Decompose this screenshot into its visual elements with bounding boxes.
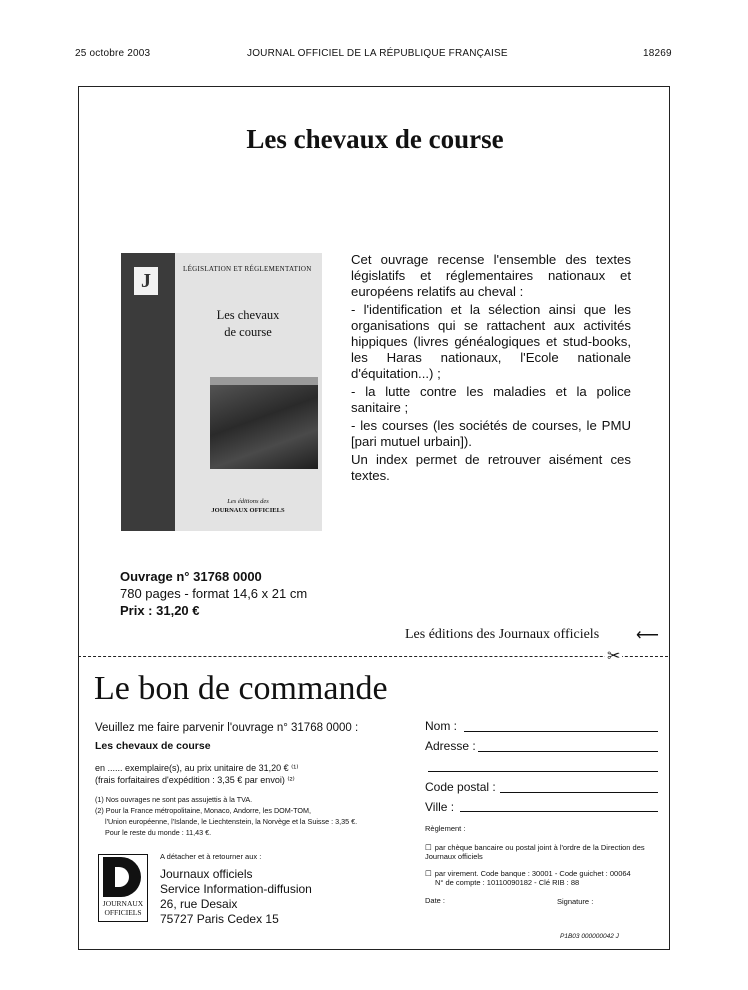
description-item: - l'identification et la sélection ainsi que les organisations qui se rattachent aux activités hippiques (livres généalogiques et stud-books, les Haras nationaux, l'Ecole nationale d'équitation...) ;	[351, 302, 631, 381]
virement-text: par virement. Code banque : 30001 - Code guichet : 00064	[434, 869, 631, 878]
ouvrage-number: Ouvrage n° 31768 0000	[120, 569, 262, 584]
cover-spine	[121, 253, 175, 531]
ouvrage-format: 780 pages - format 14,6 x 21 cm	[120, 586, 308, 601]
payment-option-virement[interactable]	[425, 869, 650, 887]
cover-publisher-line2: JOURNAUX OFFICIELS	[211, 507, 285, 514]
date-label: Date :	[425, 896, 446, 905]
nom-label: Nom :	[425, 719, 458, 733]
adresse-field-line2[interactable]	[428, 771, 658, 772]
cover-title-line1: Les chevaux	[216, 308, 280, 322]
cover-publisher	[183, 497, 313, 515]
payment-option-cheque[interactable]	[425, 843, 645, 861]
journaux-officiels-logo	[98, 854, 148, 922]
order-details	[95, 722, 415, 838]
signature-label: Signature :	[557, 897, 594, 906]
cover-photo	[210, 377, 318, 469]
book-description	[351, 252, 631, 486]
header-journal-title: JOURNAL OFFICIEL DE LA RÉPUBLIQUE FRANÇAISE	[247, 48, 508, 59]
ouvrage-price: Prix : 31,20 €	[120, 603, 200, 618]
scissors-icon: ✂	[607, 648, 621, 665]
order-intro: Veuillez me faire parvenir l'ouvrage n° 31768 0000 :	[95, 722, 359, 734]
cover-title-line2: de course	[224, 325, 272, 339]
description-index: Un index permet de retrouver aisément ces textes.	[351, 452, 631, 483]
checkbox-icon[interactable]: ☐	[425, 869, 432, 878]
order-shipping-line: (frais forfaitaires d'expédition : 3,35 € par envoi) ⁽²⁾	[95, 775, 295, 785]
ville-field[interactable]	[460, 811, 658, 812]
header-page-number: 18269	[643, 48, 672, 59]
logo-text-2: OFFICIELS	[104, 908, 142, 917]
cover-top-line: LÉGISLATION ET RÉGLEMENTATION	[183, 265, 312, 273]
address-line: 75727 Paris Cedex 15	[160, 912, 279, 926]
address-line: 26, rue Desaix	[160, 897, 238, 911]
cut-line	[78, 656, 668, 657]
adresse-label: Adresse :	[425, 739, 476, 753]
order-book-title: Les chevaux de course	[95, 740, 211, 752]
order-quantity-line[interactable]: en ...... exemplaire(s), au prix unitaire de 31,20 € ⁽¹⁾	[95, 763, 299, 773]
order-note-2: (2) Pour la France métropolitaine, Monaco, Andorre, les DOM-TOM,	[95, 806, 311, 815]
arrow-left-icon: ⟵	[636, 627, 659, 644]
reference-code: P1B03 000000042 J	[560, 933, 619, 940]
code-postal-field[interactable]	[500, 792, 658, 793]
checkbox-icon[interactable]: ☐	[425, 843, 432, 852]
return-address	[160, 867, 312, 927]
address-line: Service Information-diffusion	[160, 882, 312, 896]
virement-text-2: N° de compte : 10110090182 - Clé RIB : 88	[435, 878, 580, 887]
ouvrage-info	[120, 568, 307, 619]
cheque-text: par chèque bancaire ou postal joint à l'ordre de la Direction des Journaux officiels	[425, 843, 645, 861]
nom-field[interactable]	[464, 731, 658, 732]
description-item: - la lutte contre les maladies et la police sanitaire ;	[351, 384, 631, 415]
page-title: Les chevaux de course	[246, 124, 504, 154]
order-note-2c: Pour le reste du monde : 11,43 €.	[105, 828, 212, 837]
cover-logo-icon: J	[134, 267, 158, 295]
description-intro: Cet ouvrage recense l'ensemble des textes législatifs et réglementaires nationaux et européens relatifs au cheval :	[351, 252, 631, 299]
address-line: Journaux officiels	[160, 867, 253, 881]
detach-instruction: A détacher et à retourner aux :	[160, 852, 262, 861]
adresse-field[interactable]	[478, 751, 658, 752]
cover-publisher-line1: Les éditions des	[227, 498, 269, 505]
editions-line: Les éditions des Journaux officiels	[405, 627, 600, 642]
order-note-2b: l'Union européenne, l'Islande, le Liechtenstein, la Norvège et la Suisse : 3,35 €.	[105, 817, 358, 826]
order-note-1: (1) Nos ouvrages ne sont pas assujettis à la TVA.	[95, 795, 253, 804]
reglement-label: Règlement :	[425, 824, 466, 833]
cover-title	[183, 307, 313, 341]
code-postal-label: Code postal :	[425, 780, 496, 794]
book-cover-image	[121, 253, 322, 531]
description-item: - les courses (les sociétés de courses, le PMU [pari mutuel urbain]).	[351, 418, 631, 449]
logo-text-1: JOURNAUX	[102, 899, 144, 908]
order-form-heading: Le bon de commande	[94, 670, 388, 707]
header-date: 25 octobre 2003	[75, 48, 151, 59]
ville-label: Ville :	[425, 800, 455, 814]
